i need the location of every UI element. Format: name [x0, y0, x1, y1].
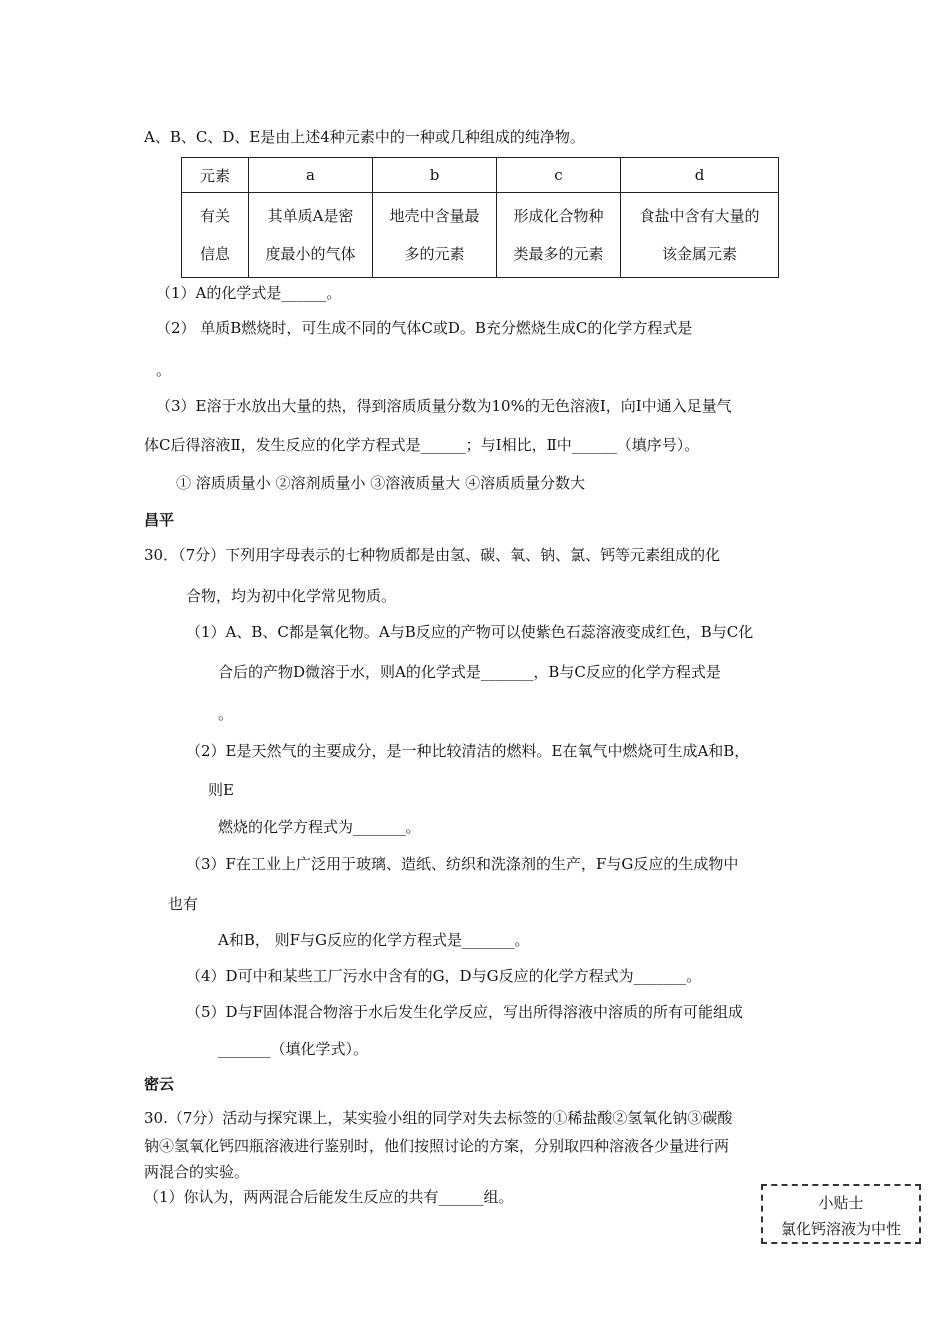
tip-box — [761, 1184, 921, 1244]
element-info-table — [181, 157, 779, 278]
table-cell: 地壳中含量最 多的元素 — [373, 193, 497, 278]
changping-q1-line-1: （1）A、B、C都是氧化物。A与B反应的产物可以使紫色石蕊溶液变成红色，B与C化 — [186, 623, 754, 641]
changping-q5-line-2: _______（填化学式）。 — [218, 1040, 369, 1058]
question-2-line-1: （2） 单质B燃烧时，可生成不同的气体C或D。B充分燃烧生成C的化学方程式是 — [156, 319, 693, 337]
changping-q2-line-2: 则E — [208, 781, 234, 799]
question-1: （1）A的化学式是______。 — [156, 284, 342, 302]
changping-q2-line-1: （2）E是天然气的主要成分，是一种比较清洁的燃料。E在氧气中燃烧可生成A和B， — [186, 742, 750, 760]
tip-title: 小贴士 — [818, 1194, 864, 1212]
question-3-options: ① 溶质质量小 ②溶剂质量小 ③溶液质量大 ④溶质质量分数大 — [176, 474, 586, 492]
table-header-cell: d — [621, 158, 779, 193]
miyun-intro-line-1: 30.（7分）活动与探究课上，某实验小组的同学对失去标签的①稀盐酸②氢氧化钠③碳酸 — [144, 1109, 733, 1127]
question-2-line-2: 。 — [156, 361, 172, 379]
changping-q3-line-1: （3）F在工业上广泛用于玻璃、造纸、纺织和洗涤剂的生产，F与G反应的生成物中 — [186, 855, 739, 873]
miyun-intro-line-2: 钠④氢氧化钙四瓶溶液进行鉴别时，他们按照讨论的方案，分别取四种溶液各少量进行两 — [144, 1137, 730, 1155]
table-cell: 形成化合物种 类最多的元素 — [497, 193, 621, 278]
table-header-cell: b — [373, 158, 497, 193]
miyun-intro-line-3: 两混合的实验。 — [144, 1163, 250, 1181]
changping-intro-line-1: 30．（7分）下列用字母表示的七种物质都是由氢、碳、氧、钠、氯、钙等元素组成的化 — [144, 546, 721, 564]
table-row-label: 有关 信息 — [182, 193, 249, 278]
tip-text: 氯化钙溶液为中性 — [780, 1220, 901, 1238]
table-row — [182, 193, 779, 278]
changping-q3-line-3: A和B， 则F与G反应的化学方程式是_______。 — [218, 931, 530, 949]
changping-q3-line-2: 也有 — [168, 895, 199, 913]
table-cell: 其单质A是密 度最小的气体 — [249, 193, 373, 278]
changping-q4: （4）D可中和某些工厂污水中含有的G，D与G反应的化学方程式为_______。 — [186, 967, 702, 985]
miyun-q1: （1）你认为，两两混合后能发生反应的共有______组。 — [144, 1188, 514, 1206]
question-3-line-2: 体C后得溶液Ⅱ，发生反应的化学方程式是______；与Ⅰ相比，Ⅱ中______（填序号）。 — [144, 436, 700, 454]
changping-q1-line-2: 合后的产物D微溶于水，则A的化学式是_______，B与C反应的化学方程式是 — [218, 663, 721, 681]
table-header-cell: c — [497, 158, 621, 193]
changping-intro-line-2: 合物，均为初中化学常见物质。 — [186, 587, 397, 605]
question-3-line-1: （3）E溶于水放出大量的热，得到溶质质量分数为10%的无色溶液Ⅰ，向Ⅰ中通入足量气 — [156, 397, 732, 415]
table-header-cell: 元素 — [182, 158, 249, 193]
table-header-cell: a — [249, 158, 373, 193]
changping-q2-line-3: 燃烧的化学方程式为_______。 — [218, 818, 421, 836]
intro-text: A、B、C、D、E是由上述4种元素中的一种或几种组成的纯净物。 — [144, 128, 585, 146]
table-header-row — [182, 158, 779, 193]
table-cell: 食盐中含有大量的 该金属元素 — [621, 193, 779, 278]
section-heading-miyun: 密云 — [144, 1075, 175, 1093]
changping-q1-line-3: 。 — [218, 705, 234, 723]
section-heading-changping: 昌平 — [144, 511, 175, 529]
changping-q5-line-1: （5）D与F固体混合物溶于水后发生化学反应，写出所得溶液中溶质的所有可能组成 — [186, 1003, 743, 1021]
